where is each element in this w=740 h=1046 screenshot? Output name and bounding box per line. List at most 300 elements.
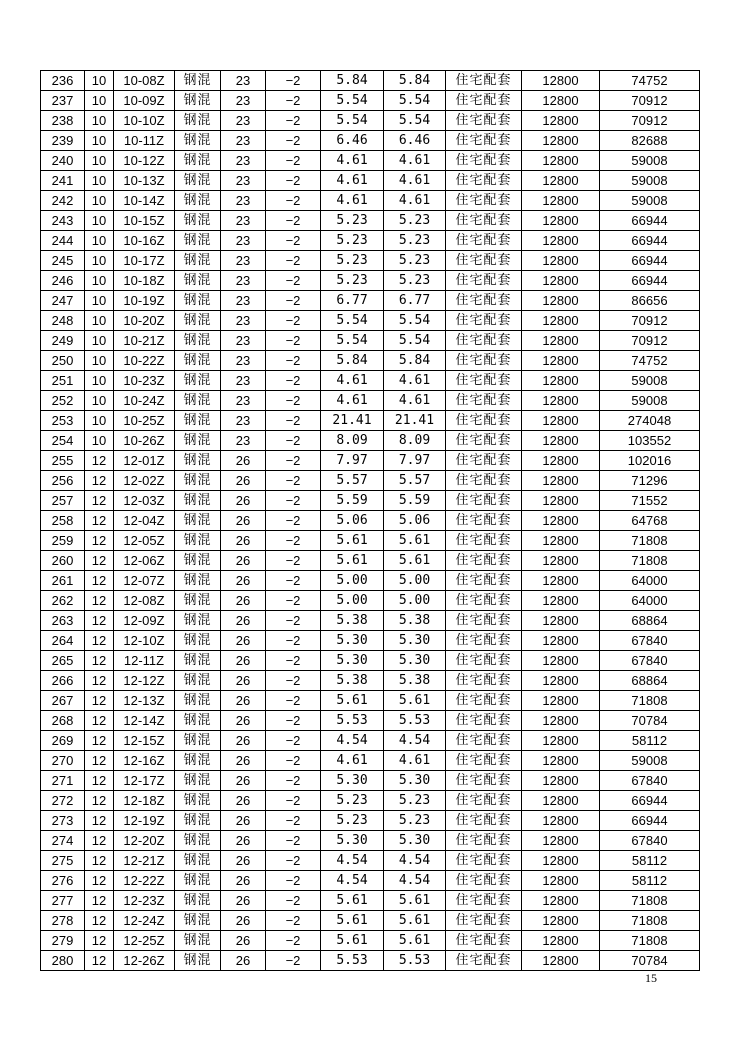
cell-building: 12 (85, 791, 114, 811)
cell-structure: 钢混 (175, 871, 221, 891)
cell-unit-price: 12800 (522, 471, 600, 491)
cell-row-index: 244 (41, 231, 85, 251)
cell-area-b: 5.54 (384, 91, 446, 111)
cell-usage: 住宅配套 (446, 951, 522, 971)
cell-total: 59008 (600, 371, 700, 391)
cell-floor-level: −2 (266, 771, 321, 791)
cell-floors: 26 (221, 571, 266, 591)
cell-unit-code: 12-26Z (114, 951, 175, 971)
cell-floor-level: −2 (266, 551, 321, 571)
cell-row-index: 243 (41, 211, 85, 231)
cell-building: 12 (85, 851, 114, 871)
cell-usage: 住宅配套 (446, 691, 522, 711)
cell-floor-level: −2 (266, 811, 321, 831)
cell-unit-price: 12800 (522, 691, 600, 711)
cell-usage: 住宅配套 (446, 411, 522, 431)
table-row (41, 811, 700, 831)
cell-unit-price: 12800 (522, 131, 600, 151)
cell-building: 10 (85, 331, 114, 351)
cell-usage: 住宅配套 (446, 711, 522, 731)
cell-structure: 钢混 (175, 791, 221, 811)
cell-area-b: 4.54 (384, 871, 446, 891)
cell-structure: 钢混 (175, 131, 221, 151)
cell-floor-level: −2 (266, 471, 321, 491)
cell-usage: 住宅配套 (446, 491, 522, 511)
table-row (41, 891, 700, 911)
table-row (41, 911, 700, 931)
cell-floors: 26 (221, 731, 266, 751)
cell-structure: 钢混 (175, 531, 221, 551)
cell-floors: 26 (221, 891, 266, 911)
table-row (41, 451, 700, 471)
table-row (41, 431, 700, 451)
cell-row-index: 242 (41, 191, 85, 211)
cell-unit-code: 12-09Z (114, 611, 175, 631)
cell-area-b: 5.23 (384, 811, 446, 831)
cell-floor-level: −2 (266, 571, 321, 591)
cell-unit-price: 12800 (522, 271, 600, 291)
cell-total: 59008 (600, 151, 700, 171)
cell-building: 12 (85, 751, 114, 771)
cell-total: 70912 (600, 91, 700, 111)
cell-unit-code: 10-26Z (114, 431, 175, 451)
cell-usage: 住宅配套 (446, 391, 522, 411)
cell-unit-price: 12800 (522, 151, 600, 171)
cell-unit-price: 12800 (522, 491, 600, 511)
cell-unit-price: 12800 (522, 511, 600, 531)
cell-area-a: 5.54 (321, 331, 384, 351)
table-row (41, 171, 700, 191)
cell-total: 64768 (600, 511, 700, 531)
cell-area-b: 5.06 (384, 511, 446, 531)
cell-total: 86656 (600, 291, 700, 311)
cell-total: 74752 (600, 351, 700, 371)
cell-total: 71552 (600, 491, 700, 511)
cell-unit-price: 12800 (522, 631, 600, 651)
table-row (41, 191, 700, 211)
cell-row-index: 265 (41, 651, 85, 671)
cell-floors: 26 (221, 631, 266, 651)
cell-building: 10 (85, 131, 114, 151)
table-row (41, 291, 700, 311)
cell-area-a: 5.30 (321, 771, 384, 791)
table-row (41, 371, 700, 391)
cell-usage: 住宅配套 (446, 471, 522, 491)
cell-structure: 钢混 (175, 491, 221, 511)
cell-structure: 钢混 (175, 611, 221, 631)
cell-area-b: 21.41 (384, 411, 446, 431)
cell-floor-level: −2 (266, 611, 321, 631)
cell-unit-code: 10-13Z (114, 171, 175, 191)
cell-total: 71808 (600, 891, 700, 911)
cell-total: 58112 (600, 851, 700, 871)
cell-floors: 26 (221, 591, 266, 611)
cell-building: 12 (85, 471, 114, 491)
table-row (41, 611, 700, 631)
cell-floors: 26 (221, 791, 266, 811)
cell-building: 10 (85, 351, 114, 371)
cell-area-a: 8.09 (321, 431, 384, 451)
cell-unit-price: 12800 (522, 91, 600, 111)
cell-floors: 23 (221, 291, 266, 311)
cell-floor-level: −2 (266, 351, 321, 371)
cell-total: 68864 (600, 611, 700, 631)
cell-usage: 住宅配套 (446, 71, 522, 91)
cell-unit-code: 10-16Z (114, 231, 175, 251)
cell-structure: 钢混 (175, 711, 221, 731)
cell-structure: 钢混 (175, 691, 221, 711)
cell-floors: 26 (221, 531, 266, 551)
cell-area-b: 4.61 (384, 751, 446, 771)
cell-unit-code: 12-17Z (114, 771, 175, 791)
cell-unit-price: 12800 (522, 851, 600, 871)
cell-floor-level: −2 (266, 851, 321, 871)
cell-unit-code: 10-11Z (114, 131, 175, 151)
table-row (41, 111, 700, 131)
cell-unit-code: 12-10Z (114, 631, 175, 651)
table-row (41, 231, 700, 251)
cell-area-b: 5.30 (384, 771, 446, 791)
cell-floor-level: −2 (266, 511, 321, 531)
cell-unit-price: 12800 (522, 651, 600, 671)
cell-usage: 住宅配套 (446, 231, 522, 251)
cell-floor-level: −2 (266, 191, 321, 211)
cell-row-index: 246 (41, 271, 85, 291)
cell-unit-code: 10-12Z (114, 151, 175, 171)
cell-area-a: 5.30 (321, 831, 384, 851)
cell-floors: 23 (221, 371, 266, 391)
cell-area-a: 5.06 (321, 511, 384, 531)
cell-floor-level: −2 (266, 671, 321, 691)
cell-unit-code: 10-09Z (114, 91, 175, 111)
cell-row-index: 272 (41, 791, 85, 811)
cell-area-b: 5.54 (384, 331, 446, 351)
cell-usage: 住宅配套 (446, 111, 522, 131)
cell-usage: 住宅配套 (446, 671, 522, 691)
table-row (41, 531, 700, 551)
table-row (41, 91, 700, 111)
cell-row-index: 256 (41, 471, 85, 491)
cell-floor-level: −2 (266, 531, 321, 551)
cell-usage: 住宅配套 (446, 751, 522, 771)
cell-total: 71808 (600, 551, 700, 571)
cell-area-b: 5.84 (384, 351, 446, 371)
cell-floors: 23 (221, 131, 266, 151)
cell-structure: 钢混 (175, 371, 221, 391)
cell-structure: 钢混 (175, 831, 221, 851)
cell-area-a: 5.30 (321, 631, 384, 651)
cell-floor-level: −2 (266, 111, 321, 131)
table-row (41, 411, 700, 431)
cell-total: 274048 (600, 411, 700, 431)
cell-structure: 钢混 (175, 651, 221, 671)
cell-unit-code: 10-20Z (114, 311, 175, 331)
cell-usage: 住宅配套 (446, 831, 522, 851)
cell-total: 67840 (600, 771, 700, 791)
cell-usage: 住宅配套 (446, 611, 522, 631)
cell-floors: 23 (221, 431, 266, 451)
cell-floor-level: −2 (266, 951, 321, 971)
cell-floor-level: −2 (266, 891, 321, 911)
cell-total: 68864 (600, 671, 700, 691)
cell-unit-code: 12-12Z (114, 671, 175, 691)
cell-floors: 23 (221, 91, 266, 111)
cell-floor-level: −2 (266, 791, 321, 811)
cell-row-index: 257 (41, 491, 85, 511)
cell-structure: 钢混 (175, 111, 221, 131)
cell-total: 70912 (600, 311, 700, 331)
cell-floor-level: −2 (266, 871, 321, 891)
cell-building: 10 (85, 111, 114, 131)
cell-area-b: 5.23 (384, 271, 446, 291)
cell-row-index: 240 (41, 151, 85, 171)
cell-unit-code: 12-08Z (114, 591, 175, 611)
cell-floors: 26 (221, 511, 266, 531)
cell-area-b: 5.61 (384, 551, 446, 571)
cell-area-a: 5.61 (321, 911, 384, 931)
cell-usage: 住宅配套 (446, 851, 522, 871)
cell-unit-price: 12800 (522, 391, 600, 411)
cell-area-b: 5.53 (384, 711, 446, 731)
cell-floor-level: −2 (266, 271, 321, 291)
cell-unit-price: 12800 (522, 251, 600, 271)
table-row (41, 731, 700, 751)
cell-row-index: 264 (41, 631, 85, 651)
cell-area-a: 5.54 (321, 311, 384, 331)
cell-structure: 钢混 (175, 271, 221, 291)
cell-total: 70912 (600, 111, 700, 131)
cell-structure: 钢混 (175, 411, 221, 431)
cell-building: 12 (85, 691, 114, 711)
cell-unit-price: 12800 (522, 911, 600, 931)
cell-total: 82688 (600, 131, 700, 151)
cell-floor-level: −2 (266, 131, 321, 151)
cell-floors: 26 (221, 871, 266, 891)
cell-unit-price: 12800 (522, 811, 600, 831)
cell-building: 10 (85, 151, 114, 171)
cell-unit-price: 12800 (522, 951, 600, 971)
cell-usage: 住宅配套 (446, 811, 522, 831)
cell-structure: 钢混 (175, 911, 221, 931)
cell-unit-code: 12-24Z (114, 911, 175, 931)
cell-building: 10 (85, 411, 114, 431)
cell-usage: 住宅配套 (446, 131, 522, 151)
cell-unit-code: 12-11Z (114, 651, 175, 671)
cell-unit-code: 12-16Z (114, 751, 175, 771)
cell-area-a: 5.23 (321, 251, 384, 271)
cell-usage: 住宅配套 (446, 251, 522, 271)
table-row (41, 831, 700, 851)
cell-area-a: 5.84 (321, 71, 384, 91)
cell-usage: 住宅配套 (446, 431, 522, 451)
cell-usage: 住宅配套 (446, 351, 522, 371)
cell-row-index: 275 (41, 851, 85, 871)
cell-structure: 钢混 (175, 731, 221, 751)
cell-total: 103552 (600, 431, 700, 451)
cell-total: 59008 (600, 391, 700, 411)
table-row (41, 691, 700, 711)
cell-structure: 钢混 (175, 591, 221, 611)
cell-row-index: 245 (41, 251, 85, 271)
cell-building: 10 (85, 91, 114, 111)
cell-area-a: 5.61 (321, 691, 384, 711)
cell-area-a: 5.53 (321, 711, 384, 731)
cell-area-b: 4.61 (384, 171, 446, 191)
cell-building: 10 (85, 371, 114, 391)
cell-row-index: 279 (41, 931, 85, 951)
table-row (41, 851, 700, 871)
table-row (41, 391, 700, 411)
cell-building: 10 (85, 311, 114, 331)
cell-building: 12 (85, 491, 114, 511)
cell-usage: 住宅配套 (446, 631, 522, 651)
cell-total: 67840 (600, 631, 700, 651)
cell-usage: 住宅配套 (446, 891, 522, 911)
table-row (41, 571, 700, 591)
cell-usage: 住宅配套 (446, 191, 522, 211)
cell-usage: 住宅配套 (446, 551, 522, 571)
cell-floors: 23 (221, 231, 266, 251)
cell-structure: 钢混 (175, 671, 221, 691)
cell-row-index: 259 (41, 531, 85, 551)
cell-floors: 26 (221, 711, 266, 731)
cell-area-b: 5.84 (384, 71, 446, 91)
cell-unit-code: 12-03Z (114, 491, 175, 511)
table-row (41, 751, 700, 771)
cell-structure: 钢混 (175, 771, 221, 791)
table-row (41, 591, 700, 611)
cell-usage: 住宅配套 (446, 271, 522, 291)
cell-floors: 23 (221, 111, 266, 131)
cell-area-b: 5.30 (384, 631, 446, 651)
cell-floors: 26 (221, 811, 266, 831)
cell-floors: 26 (221, 611, 266, 631)
cell-unit-code: 12-02Z (114, 471, 175, 491)
cell-row-index: 236 (41, 71, 85, 91)
cell-floor-level: −2 (266, 331, 321, 351)
cell-structure: 钢混 (175, 951, 221, 971)
cell-row-index: 258 (41, 511, 85, 531)
cell-floors: 23 (221, 271, 266, 291)
table-row (41, 131, 700, 151)
table-row (41, 651, 700, 671)
cell-unit-price: 12800 (522, 591, 600, 611)
cell-unit-price: 12800 (522, 111, 600, 131)
cell-floors: 26 (221, 951, 266, 971)
cell-building: 10 (85, 251, 114, 271)
cell-row-index: 247 (41, 291, 85, 311)
cell-area-a: 4.61 (321, 751, 384, 771)
cell-row-index: 238 (41, 111, 85, 131)
cell-floors: 23 (221, 351, 266, 371)
cell-area-a: 5.61 (321, 931, 384, 951)
cell-area-a: 5.61 (321, 551, 384, 571)
cell-area-b: 8.09 (384, 431, 446, 451)
cell-usage: 住宅配套 (446, 771, 522, 791)
cell-floors: 23 (221, 331, 266, 351)
cell-row-index: 273 (41, 811, 85, 831)
cell-row-index: 274 (41, 831, 85, 851)
cell-unit-price: 12800 (522, 551, 600, 571)
cell-unit-code: 12-15Z (114, 731, 175, 751)
cell-unit-price: 12800 (522, 671, 600, 691)
cell-building: 12 (85, 631, 114, 651)
cell-area-b: 4.54 (384, 731, 446, 751)
table-row (41, 551, 700, 571)
cell-usage: 住宅配套 (446, 451, 522, 471)
cell-building: 12 (85, 811, 114, 831)
cell-total: 66944 (600, 231, 700, 251)
cell-building: 10 (85, 71, 114, 91)
cell-area-a: 5.38 (321, 671, 384, 691)
cell-area-a: 4.54 (321, 851, 384, 871)
cell-building: 12 (85, 731, 114, 751)
cell-floors: 26 (221, 491, 266, 511)
cell-area-a: 5.00 (321, 591, 384, 611)
cell-structure: 钢混 (175, 171, 221, 191)
cell-structure: 钢混 (175, 251, 221, 271)
cell-total: 71808 (600, 911, 700, 931)
cell-structure: 钢混 (175, 191, 221, 211)
cell-total: 59008 (600, 751, 700, 771)
cell-area-a: 4.61 (321, 171, 384, 191)
cell-floor-level: −2 (266, 251, 321, 271)
cell-floor-level: −2 (266, 631, 321, 651)
cell-unit-price: 12800 (522, 291, 600, 311)
cell-floors: 23 (221, 311, 266, 331)
cell-unit-code: 10-08Z (114, 71, 175, 91)
cell-total: 64000 (600, 571, 700, 591)
cell-unit-price: 12800 (522, 931, 600, 951)
cell-building: 12 (85, 831, 114, 851)
cell-row-index: 262 (41, 591, 85, 611)
cell-usage: 住宅配套 (446, 291, 522, 311)
cell-floor-level: −2 (266, 151, 321, 171)
cell-unit-code: 10-21Z (114, 331, 175, 351)
cell-unit-code: 12-01Z (114, 451, 175, 471)
cell-usage: 住宅配套 (446, 91, 522, 111)
cell-total: 71808 (600, 691, 700, 711)
cell-structure: 钢混 (175, 311, 221, 331)
cell-area-a: 5.54 (321, 111, 384, 131)
cell-building: 12 (85, 551, 114, 571)
cell-area-b: 5.38 (384, 611, 446, 631)
cell-structure: 钢混 (175, 451, 221, 471)
cell-usage: 住宅配套 (446, 311, 522, 331)
cell-total: 64000 (600, 591, 700, 611)
cell-unit-code: 10-19Z (114, 291, 175, 311)
cell-floor-level: −2 (266, 651, 321, 671)
cell-area-a: 5.00 (321, 571, 384, 591)
cell-floor-level: −2 (266, 291, 321, 311)
cell-area-b: 5.54 (384, 311, 446, 331)
cell-row-index: 251 (41, 371, 85, 391)
cell-floors: 23 (221, 391, 266, 411)
cell-unit-code: 12-14Z (114, 711, 175, 731)
cell-unit-price: 12800 (522, 731, 600, 751)
cell-total: 71808 (600, 531, 700, 551)
cell-floors: 23 (221, 251, 266, 271)
cell-building: 10 (85, 171, 114, 191)
cell-area-b: 6.46 (384, 131, 446, 151)
cell-floors: 26 (221, 931, 266, 951)
cell-row-index: 276 (41, 871, 85, 891)
cell-unit-price: 12800 (522, 531, 600, 551)
table-row (41, 71, 700, 91)
cell-unit-price: 12800 (522, 791, 600, 811)
cell-usage: 住宅配套 (446, 731, 522, 751)
cell-floor-level: −2 (266, 831, 321, 851)
